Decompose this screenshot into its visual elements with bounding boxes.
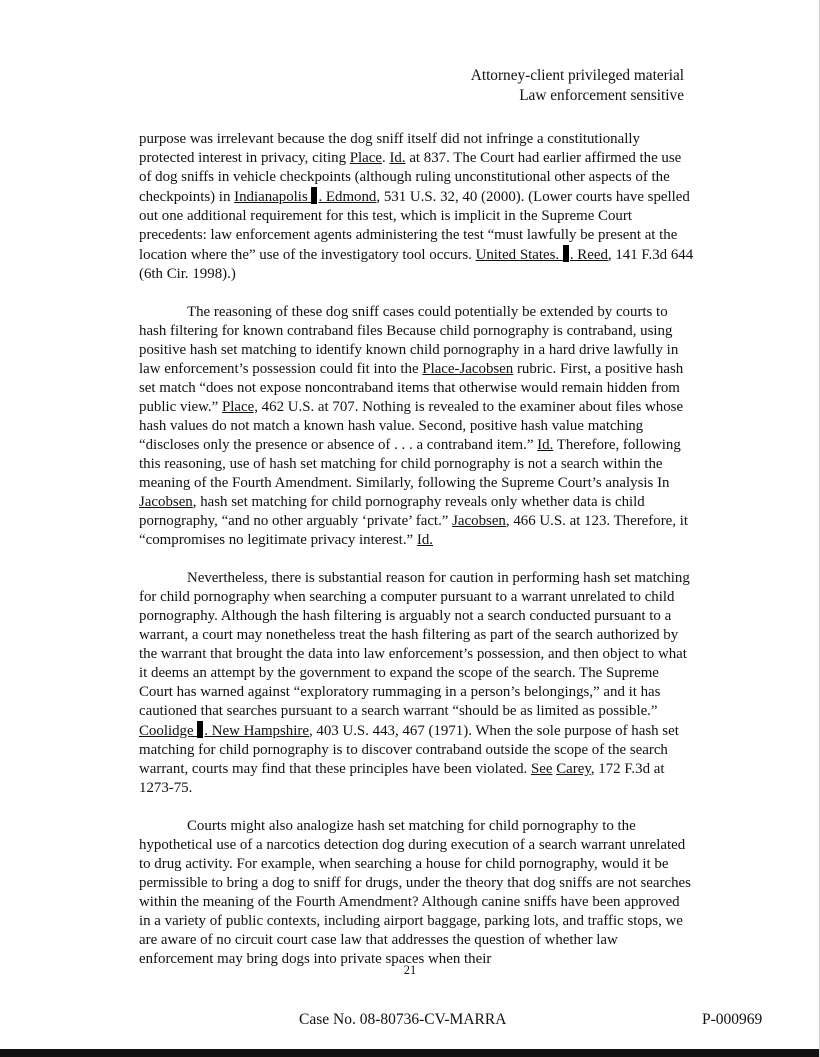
paragraph-text: rubric. First, a positive hash set match “does not expose noncontraband items that otherwise would remain hidden from public view.” — [139, 361, 684, 415]
paragraph-text: Courts might also analogize hash set matching for child pornography to the hypothetical use of a narcotics detection dog during execution of a search warrant unrelated to drug activity. For example, when searching a house for child pornography, would it be permissible to bring a dog to sniff for drugs, under the theory that dog sniffs are not searches within the meaning of the Fourth Amendment? Although canine sniffs have been approved in a variety of public contexts, including airport baggage, parking lots, and traffic stops, we are aware of no circuit court case law that addresses the question of whether law enforcement may bring dogs into private spaces when their — [139, 818, 691, 967]
header-line-privileged: Attorney-client privileged material — [470, 67, 684, 84]
citation: Coolidge — [139, 723, 198, 739]
citation: . New Hampshire — [204, 723, 309, 739]
paragraph-text: The reasoning of these dog sniff cases could potentially be extended by courts to hash filtering for known contraband files Because child pornography is contraband, using positive hash set matching to identify known child pornography in a hard drive lawfully in law enforcement’s possession could fit into the — [139, 304, 679, 377]
paragraph-text: 462 U.S. at 707. Nothing is revealed to the examiner about files whose hash values do not match a known hash value. Second, positive hash value matching “discloses only the presence or absence of . . . a contraband item.” — [139, 399, 684, 453]
paragraph-narcotics-dog-analogy — [139, 817, 694, 969]
paragraph-text: Therefore, following this reasoning, use of hash set matching for child pornography is not a search within the meaning of the Fourth Amendment. Similarly, following the Supreme Court’s analysis In — [139, 437, 681, 491]
bates-number: P-000969 — [702, 1011, 763, 1028]
citation: . Edmond — [318, 189, 377, 205]
paragraph-text: , 141 F.3d 644 (6th Cir. 1998).) — [139, 247, 694, 282]
paragraph-text: , 403 U.S. 443, 467 (1971). When the sole purpose of hash set matching for child pornography is to discover contraband outside the scope of the search warrant, courts may find that these principles have been violated. — [139, 723, 679, 777]
paragraph-text: , hash set matching for child pornography reveals only whether data is child pornography, “and no other arguably ‘private’ fact.” — [139, 494, 645, 529]
paragraph-text: purpose was irrelevant because the dog sniff itself did not infringe a constitutionally protected interest in privacy, citing — [139, 131, 640, 166]
redaction-block — [311, 187, 317, 204]
redaction-block — [197, 721, 203, 738]
scan-bottom-border — [0, 1049, 820, 1057]
privilege-header — [471, 66, 684, 106]
citation: United States. — [475, 247, 563, 263]
citation: Place — [349, 150, 382, 166]
paragraph-caution-warrant-scope — [139, 569, 694, 798]
paragraph-text: , 466 U.S. at 123. Therefore, it “compromises no legitimate privacy interest.” — [139, 513, 688, 548]
citation: Id. — [416, 532, 434, 548]
citation: Carey — [556, 761, 591, 777]
citation: Jacobsen — [139, 494, 193, 510]
citation: Indianapolis — [234, 189, 312, 205]
citation: See — [530, 761, 553, 777]
paragraph-dog-sniff-precedents — [139, 130, 694, 284]
paragraph-hash-filtering-reasoning — [139, 303, 694, 550]
citation: Place-Jacobsen — [422, 361, 514, 377]
citation: Id. — [389, 150, 406, 166]
paragraph-text: Nevertheless, there is substantial reason for caution in performing hash set matching for child pornography when searching a computer pursuant to a warrant unrelated to child pornography. Although the hash filtering is arguably not a search conducted pursuant to a warrant, a court may nonetheless treat the hash filtering as part of the search authorized by the warrant that brought the data into law enforcement’s possession, and then object to what it deems an attempt by the government to expand the scope of the search. The Supreme Court has warned against “exploratory rummaging in a person’s belongings,” and it has cautioned that searches pursuant to a search warrant “should be as limited as possible.” — [139, 570, 690, 719]
header-line-sensitive: Law enforcement sensitive — [519, 87, 684, 104]
citation: Id. — [537, 437, 554, 453]
paragraph-text: , 531 U.S. 32, 40 (2000). (Lower courts have spelled out one additional requirement for this test, which is implicit in the Supreme Court precedents: law enforcement agents administering the test “must lawfully be present at the location where the” use of the investigatory tool occurs. — [139, 189, 690, 263]
citation: Place, — [221, 399, 258, 415]
paragraph-text: at 837. The Court had earlier affirmed the use of dog sniffs in vehicle checkpoints (although ruling unconstitutional other aspects of the checkpoints) in — [139, 150, 682, 205]
case-number: Case No. 08-80736-CV-MARRA — [299, 1011, 507, 1028]
page-number: 21 — [403, 963, 417, 977]
document-body — [139, 130, 694, 988]
citation: . Reed — [569, 247, 608, 263]
citation: Jacobsen — [452, 513, 506, 529]
paragraph-text: , 172 F.3d at 1273-75. — [139, 761, 665, 796]
paragraph-text: . — [382, 150, 390, 166]
redaction-block — [563, 245, 569, 262]
